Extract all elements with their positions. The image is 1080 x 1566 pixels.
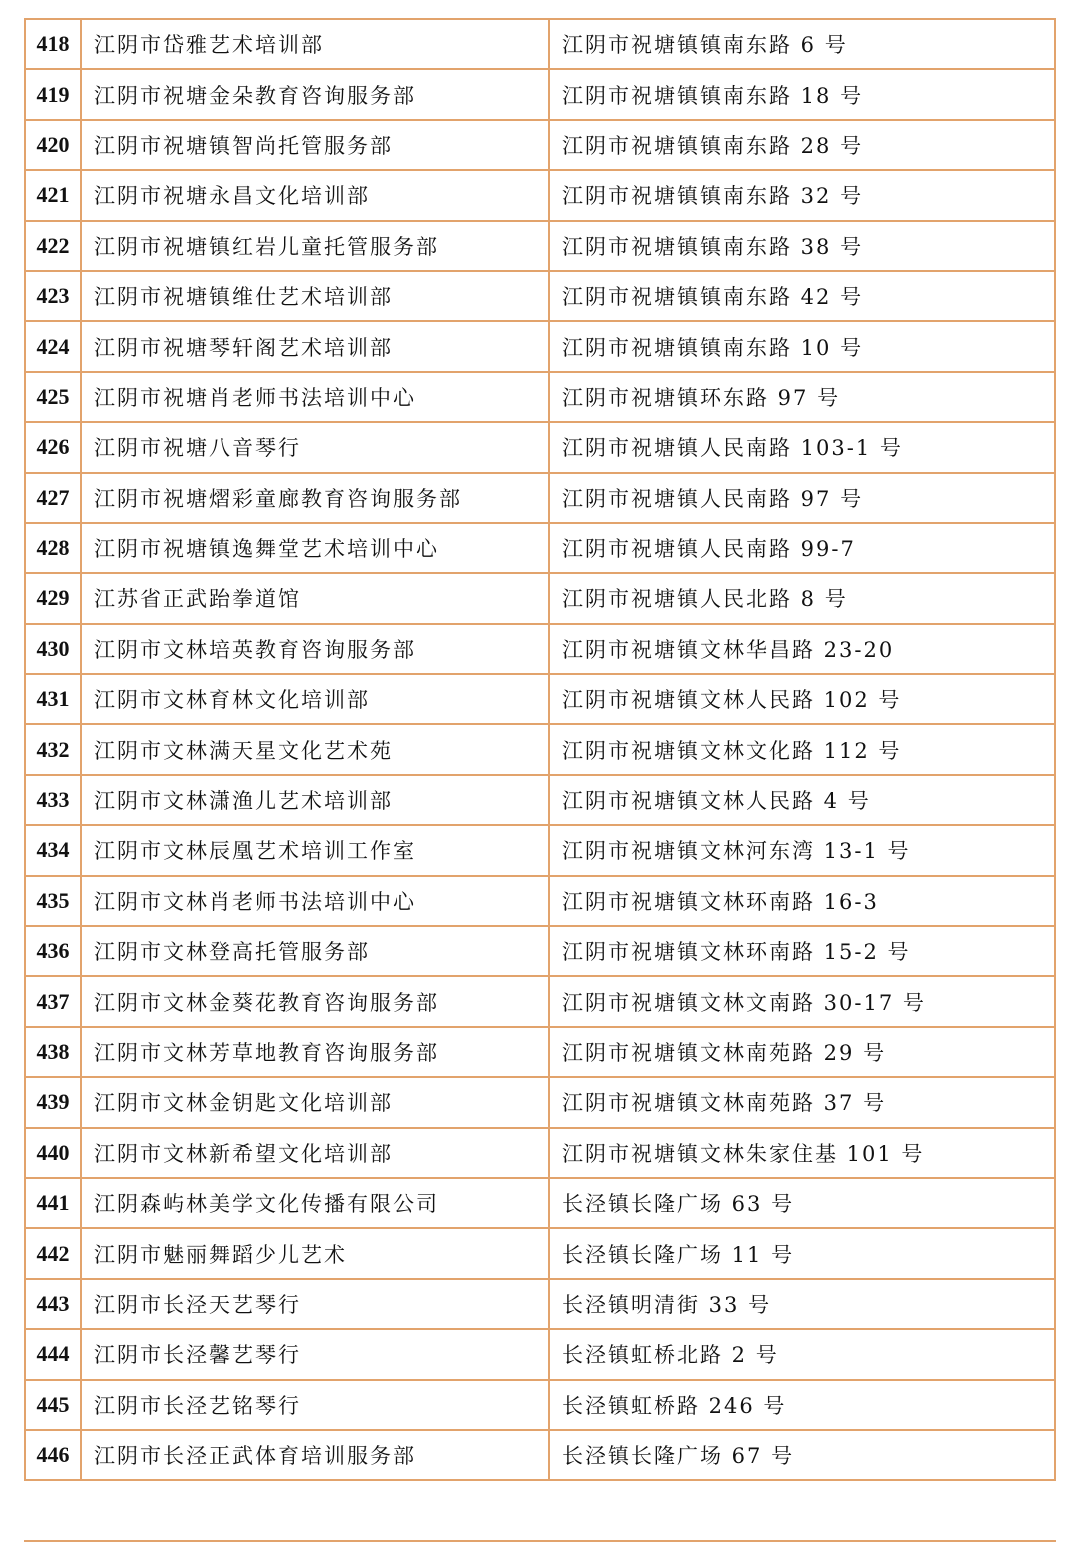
table-row (25, 1430, 1055, 1480)
institution-name: 江阴市文林辰凰艺术培训工作室 (81, 825, 549, 875)
row-number: 422 (25, 221, 81, 271)
row-number: 444 (25, 1329, 81, 1379)
institution-name: 江阴市祝塘肖老师书法培训中心 (81, 372, 549, 422)
document-page (24, 18, 1056, 1481)
institution-name: 江阴市文林培英教育咨询服务部 (81, 624, 549, 674)
institution-name: 江阴市文林潇渔儿艺术培训部 (81, 775, 549, 825)
table-row (25, 1329, 1055, 1379)
institution-name: 江阴市长泾馨艺琴行 (81, 1329, 549, 1379)
table-row (25, 1279, 1055, 1329)
table-row (25, 271, 1055, 321)
row-number: 442 (25, 1228, 81, 1278)
institution-address: 江阴市祝塘镇文林环南路 15-2 号 (549, 926, 1055, 976)
table-row (25, 573, 1055, 623)
page-bottom-rule (24, 1540, 1056, 1542)
institution-address: 江阴市祝塘镇人民南路 97 号 (549, 473, 1055, 523)
row-number: 431 (25, 674, 81, 724)
table-row (25, 1228, 1055, 1278)
institution-name: 江阴市魅丽舞蹈少儿艺术 (81, 1228, 549, 1278)
institution-name: 江阴市祝塘镇维仕艺术培训部 (81, 271, 549, 321)
institution-address: 江阴市祝塘镇人民南路 99-7 (549, 523, 1055, 573)
institution-address: 江阴市祝塘镇文林人民路 102 号 (549, 674, 1055, 724)
institution-name: 江阴市祝塘永昌文化培训部 (81, 170, 549, 220)
table-row (25, 825, 1055, 875)
table-row (25, 926, 1055, 976)
row-number: 445 (25, 1380, 81, 1430)
institution-address: 江阴市祝塘镇镇南东路 10 号 (549, 321, 1055, 371)
institution-address: 长泾镇虹桥路 246 号 (549, 1380, 1055, 1430)
table-row (25, 1027, 1055, 1077)
table-row (25, 724, 1055, 774)
institution-address: 江阴市祝塘镇文林河东湾 13-1 号 (549, 825, 1055, 875)
table-row (25, 1077, 1055, 1127)
row-number: 438 (25, 1027, 81, 1077)
institution-name: 江阴市长泾艺铭琴行 (81, 1380, 549, 1430)
row-number: 439 (25, 1077, 81, 1127)
row-number: 421 (25, 170, 81, 220)
institution-name: 江阴市文林芳草地教育咨询服务部 (81, 1027, 549, 1077)
table-row (25, 321, 1055, 371)
row-number: 423 (25, 271, 81, 321)
institution-name: 江阴市文林登高托管服务部 (81, 926, 549, 976)
institution-address: 江阴市祝塘镇文林南苑路 29 号 (549, 1027, 1055, 1077)
institution-address: 长泾镇长隆广场 67 号 (549, 1430, 1055, 1480)
row-number: 437 (25, 976, 81, 1026)
institution-name: 江阴市文林金葵花教育咨询服务部 (81, 976, 549, 1026)
row-number: 432 (25, 724, 81, 774)
institution-name: 江阴市长泾天艺琴行 (81, 1279, 549, 1329)
institution-address: 江阴市祝塘镇镇南东路 38 号 (549, 221, 1055, 271)
row-number: 435 (25, 876, 81, 926)
row-number: 429 (25, 573, 81, 623)
table-row (25, 624, 1055, 674)
table-row (25, 473, 1055, 523)
institution-address: 江阴市祝塘镇镇南东路 28 号 (549, 120, 1055, 170)
institution-table (24, 18, 1056, 1481)
institution-name: 江阴市祝塘八音琴行 (81, 422, 549, 472)
institution-address: 江阴市祝塘镇文林朱家住基 101 号 (549, 1128, 1055, 1178)
institution-address: 江阴市祝塘镇文林南苑路 37 号 (549, 1077, 1055, 1127)
table-row (25, 523, 1055, 573)
institution-address: 江阴市祝塘镇文林文南路 30-17 号 (549, 976, 1055, 1026)
table-row (25, 1380, 1055, 1430)
row-number: 420 (25, 120, 81, 170)
institution-address: 江阴市祝塘镇环东路 97 号 (549, 372, 1055, 422)
institution-address: 江阴市祝塘镇镇南东路 18 号 (549, 69, 1055, 119)
table-row (25, 1178, 1055, 1228)
table-row (25, 69, 1055, 119)
row-number: 425 (25, 372, 81, 422)
row-number: 427 (25, 473, 81, 523)
table-row (25, 1128, 1055, 1178)
institution-name: 江阴市文林育林文化培训部 (81, 674, 549, 724)
table-row (25, 976, 1055, 1026)
row-number: 419 (25, 69, 81, 119)
institution-address: 江阴市祝塘镇镇南东路 32 号 (549, 170, 1055, 220)
table-row (25, 876, 1055, 926)
institution-address: 江阴市祝塘镇文林环南路 16-3 (549, 876, 1055, 926)
row-number: 424 (25, 321, 81, 371)
institution-name: 江阴市祝塘镇红岩儿童托管服务部 (81, 221, 549, 271)
institution-name: 江阴市祝塘镇逸舞堂艺术培训中心 (81, 523, 549, 573)
institution-address: 长泾镇明清街 33 号 (549, 1279, 1055, 1329)
table-row (25, 221, 1055, 271)
institution-name: 江阴市祝塘镇智尚托管服务部 (81, 120, 549, 170)
row-number: 428 (25, 523, 81, 573)
institution-address: 长泾镇虹桥北路 2 号 (549, 1329, 1055, 1379)
institution-address: 长泾镇长隆广场 11 号 (549, 1228, 1055, 1278)
institution-name: 江阴市文林金钥匙文化培训部 (81, 1077, 549, 1127)
row-number: 436 (25, 926, 81, 976)
table-row (25, 170, 1055, 220)
institution-name: 江阴市文林新希望文化培训部 (81, 1128, 549, 1178)
institution-address: 江阴市祝塘镇人民南路 103-1 号 (549, 422, 1055, 472)
institution-address: 江阴市祝塘镇文林文化路 112 号 (549, 724, 1055, 774)
institution-address: 江阴市祝塘镇文林人民路 4 号 (549, 775, 1055, 825)
table-row (25, 422, 1055, 472)
table-row (25, 372, 1055, 422)
row-number: 433 (25, 775, 81, 825)
institution-name: 江阴市文林肖老师书法培训中心 (81, 876, 549, 926)
row-number: 426 (25, 422, 81, 472)
institution-name: 江阴市祝塘琴轩阁艺术培训部 (81, 321, 549, 371)
institution-address: 长泾镇长隆广场 63 号 (549, 1178, 1055, 1228)
institution-name: 江苏省正武跆拳道馆 (81, 573, 549, 623)
row-number: 430 (25, 624, 81, 674)
row-number: 446 (25, 1430, 81, 1480)
table-body (25, 19, 1055, 1480)
row-number: 443 (25, 1279, 81, 1329)
row-number: 440 (25, 1128, 81, 1178)
row-number: 434 (25, 825, 81, 875)
institution-name: 江阴市祝塘熠彩童廊教育咨询服务部 (81, 473, 549, 523)
table-row (25, 775, 1055, 825)
table-row (25, 674, 1055, 724)
institution-name: 江阴市文林满天星文化艺术苑 (81, 724, 549, 774)
row-number: 418 (25, 19, 81, 69)
row-number: 441 (25, 1178, 81, 1228)
institution-name: 江阴市岱雅艺术培训部 (81, 19, 549, 69)
table-row (25, 19, 1055, 69)
institution-address: 江阴市祝塘镇文林华昌路 23-20 (549, 624, 1055, 674)
institution-name: 江阴森屿林美学文化传播有限公司 (81, 1178, 549, 1228)
institution-address: 江阴市祝塘镇人民北路 8 号 (549, 573, 1055, 623)
table-row (25, 120, 1055, 170)
institution-address: 江阴市祝塘镇镇南东路 42 号 (549, 271, 1055, 321)
institution-address: 江阴市祝塘镇镇南东路 6 号 (549, 19, 1055, 69)
institution-name: 江阴市祝塘金朵教育咨询服务部 (81, 69, 549, 119)
institution-name: 江阴市长泾正武体育培训服务部 (81, 1430, 549, 1480)
